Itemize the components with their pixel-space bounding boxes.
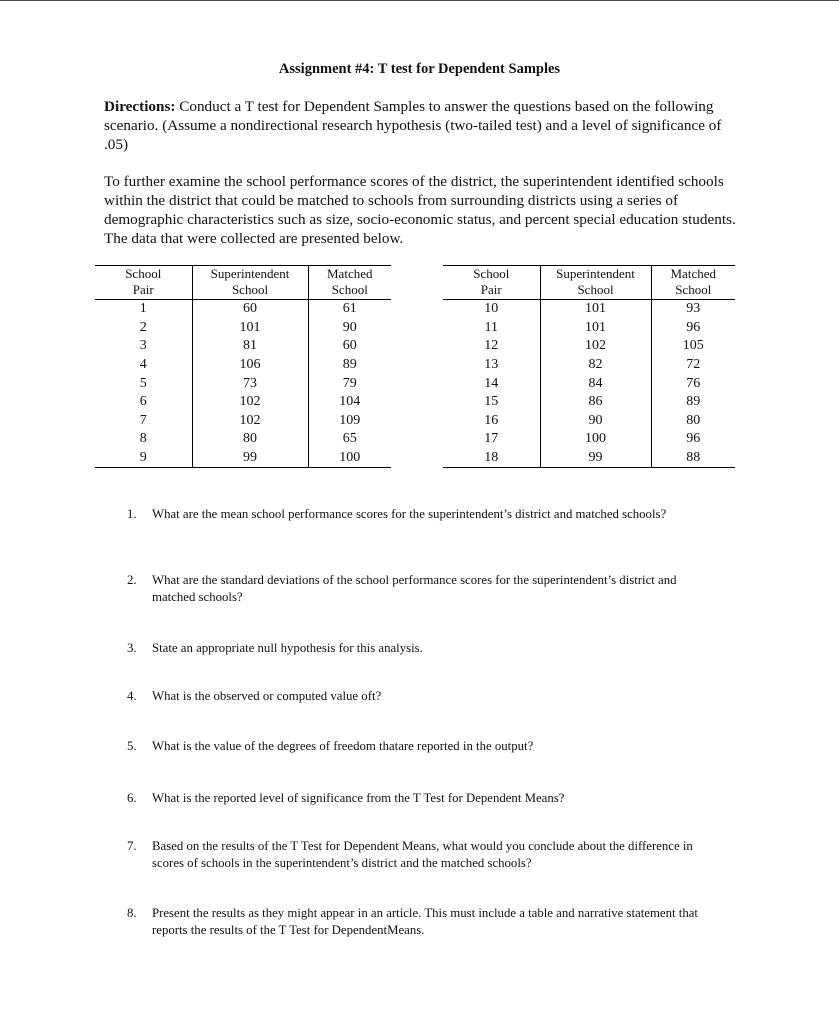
question-item <box>127 838 707 871</box>
table-cell: 96 <box>651 319 735 338</box>
column-header <box>95 266 192 300</box>
column-header-line: Matched <box>670 266 716 281</box>
column-header-line: School <box>675 282 712 297</box>
column-header-line: Matched <box>327 266 373 281</box>
column-header-line: Superintendent <box>210 266 290 281</box>
table-row <box>95 412 391 431</box>
table-cell: 10 <box>484 301 499 317</box>
scenario-paragraph: To further examine the school performance scores of the district, the superintendent identified schools within the district that could be matched to schools from surrounding districts using a series of demographic characteristics such as size, socio-economic status, and percent special education students. The data that were collected are presented below. <box>104 173 736 247</box>
table-row <box>443 393 735 412</box>
question-number: 5. <box>127 739 137 753</box>
table-cell: 86 <box>540 393 651 412</box>
question-text: State an appropriate null hypothesis for this analysis. <box>152 641 423 655</box>
table-cell: 96 <box>651 430 735 449</box>
table-cell: 72 <box>651 356 735 375</box>
directions-label: Directions: <box>104 98 176 115</box>
question-item <box>127 905 707 938</box>
column-header-line: School <box>577 282 614 297</box>
table-row <box>443 337 735 356</box>
table-cell: 73 <box>192 374 308 393</box>
table-cell: 105 <box>651 337 735 356</box>
directions-paragraph <box>104 97 744 154</box>
table-cell: 106 <box>192 356 308 375</box>
assignment-title: Assignment #4: T test for Dependent Samples <box>278 61 561 77</box>
table-row <box>95 337 391 356</box>
column-header-line: School <box>473 266 510 281</box>
column-header-line: School <box>125 266 162 281</box>
table-cell: 99 <box>540 449 651 468</box>
table-cell: 88 <box>651 449 735 468</box>
question-number: 2. <box>127 573 137 587</box>
column-header-line: School <box>331 282 368 297</box>
table-row <box>443 449 735 468</box>
table-cell: 84 <box>540 374 651 393</box>
table-cell: 14 <box>484 375 499 391</box>
question-text: Based on the results of the T Test for Dependent Means, what would you conclude about the difference in scores of schools in the superintendent’s district and the matched schools? <box>152 839 693 870</box>
table-cell: 82 <box>540 356 651 375</box>
table-row <box>443 356 735 375</box>
table-cell: 100 <box>308 449 391 468</box>
table-row <box>443 319 735 338</box>
question-item <box>127 688 707 705</box>
table-cell: 12 <box>484 338 499 354</box>
table-cell: 4 <box>139 357 147 373</box>
table-cell: 60 <box>192 300 308 319</box>
column-header <box>651 266 735 300</box>
question-text: What are the standard deviations of the school performance scores for the superintendent’s district and matched schools? <box>152 573 677 604</box>
column-header-line: Superintendent <box>556 266 635 281</box>
table-row <box>95 449 391 468</box>
table-row <box>443 430 735 449</box>
question-number: 7. <box>127 839 137 853</box>
table-cell: 80 <box>651 412 735 431</box>
data-table-right <box>443 265 735 468</box>
table-cell: 18 <box>443 449 540 468</box>
table-cell: 93 <box>651 300 735 319</box>
table-cell: 8 <box>139 431 147 447</box>
page-top-border <box>0 0 839 1</box>
column-header-line: Pair <box>480 282 502 297</box>
table-cell: 101 <box>540 300 651 319</box>
question-number: 1. <box>127 507 137 521</box>
table-cell: 5 <box>139 375 147 391</box>
table-cell: 101 <box>540 319 651 338</box>
column-header-line: School <box>231 282 269 297</box>
question-number: 8. <box>127 906 137 920</box>
table-row <box>95 300 391 319</box>
table-cell: 80 <box>192 430 308 449</box>
table-header-row <box>443 266 735 300</box>
table-cell: 90 <box>540 412 651 431</box>
table-cell: 79 <box>308 374 391 393</box>
table-cell: 61 <box>308 300 391 319</box>
table-cell: 101 <box>192 319 308 338</box>
column-header <box>308 266 391 300</box>
table-cell: 15 <box>484 394 499 410</box>
data-table-left <box>95 265 391 468</box>
table-cell: 102 <box>192 412 308 431</box>
table-cell: 7 <box>139 412 147 428</box>
table-cell: 100 <box>540 430 651 449</box>
table-cell: 102 <box>540 337 651 356</box>
question-text: What is the value of the degrees of freedom thatare reported in the output? <box>152 739 534 753</box>
table-cell: 11 <box>484 319 498 335</box>
question-item <box>127 506 707 523</box>
question-text: What is the observed or computed value oft? <box>152 689 382 703</box>
table-cell: 16 <box>484 412 499 428</box>
table-cell: 109 <box>308 412 391 431</box>
table-row <box>95 356 391 375</box>
table-cell: 13 <box>484 357 499 373</box>
directions-text: Conduct a T test for Dependent Samples to answer the questions based on the following scenario. (Assume a nondirectional research hypothesis (two-tailed test) and a level of significance of .05) <box>104 98 722 153</box>
question-text: What are the mean school performance scores for the superintendent’s district and matched schools? <box>152 507 667 521</box>
table-header-row <box>95 266 391 300</box>
question-item <box>127 640 707 657</box>
table-cell: 99 <box>192 449 308 468</box>
table-cell: 6 <box>139 394 147 410</box>
table-cell: 90 <box>308 319 391 338</box>
question-text: What is the reported level of significance from the T Test for Dependent Means? <box>152 791 565 805</box>
column-header <box>540 266 651 300</box>
table-cell: 65 <box>308 430 391 449</box>
table-cell: 89 <box>651 393 735 412</box>
column-header <box>192 266 308 300</box>
table-row <box>443 374 735 393</box>
table-row <box>95 319 391 338</box>
table-row <box>95 393 391 412</box>
table-row <box>443 412 735 431</box>
question-number: 6. <box>127 791 137 805</box>
question-item <box>127 790 707 807</box>
question-number: 4. <box>127 689 137 703</box>
question-item <box>127 738 707 755</box>
question-number: 3. <box>127 641 137 655</box>
table-row <box>443 300 735 319</box>
table-row <box>95 430 391 449</box>
table-row <box>95 374 391 393</box>
table-cell: 3 <box>139 338 147 354</box>
table-cell: 9 <box>95 449 192 468</box>
table-cell: 102 <box>192 393 308 412</box>
question-text: Present the results as they might appear in an article. This must include a table and narrative statement that reports the results of the T Test for DependentMeans. <box>152 906 698 937</box>
table-cell: 1 <box>139 301 147 317</box>
table-cell: 76 <box>651 374 735 393</box>
question-item <box>127 572 707 605</box>
column-header <box>443 266 540 300</box>
table-cell: 17 <box>484 431 499 447</box>
table-cell: 104 <box>308 393 391 412</box>
table-cell: 2 <box>139 319 147 335</box>
table-cell: 60 <box>308 337 391 356</box>
column-header-line: Pair <box>132 282 154 297</box>
table-cell: 81 <box>192 337 308 356</box>
table-cell: 89 <box>308 356 391 375</box>
